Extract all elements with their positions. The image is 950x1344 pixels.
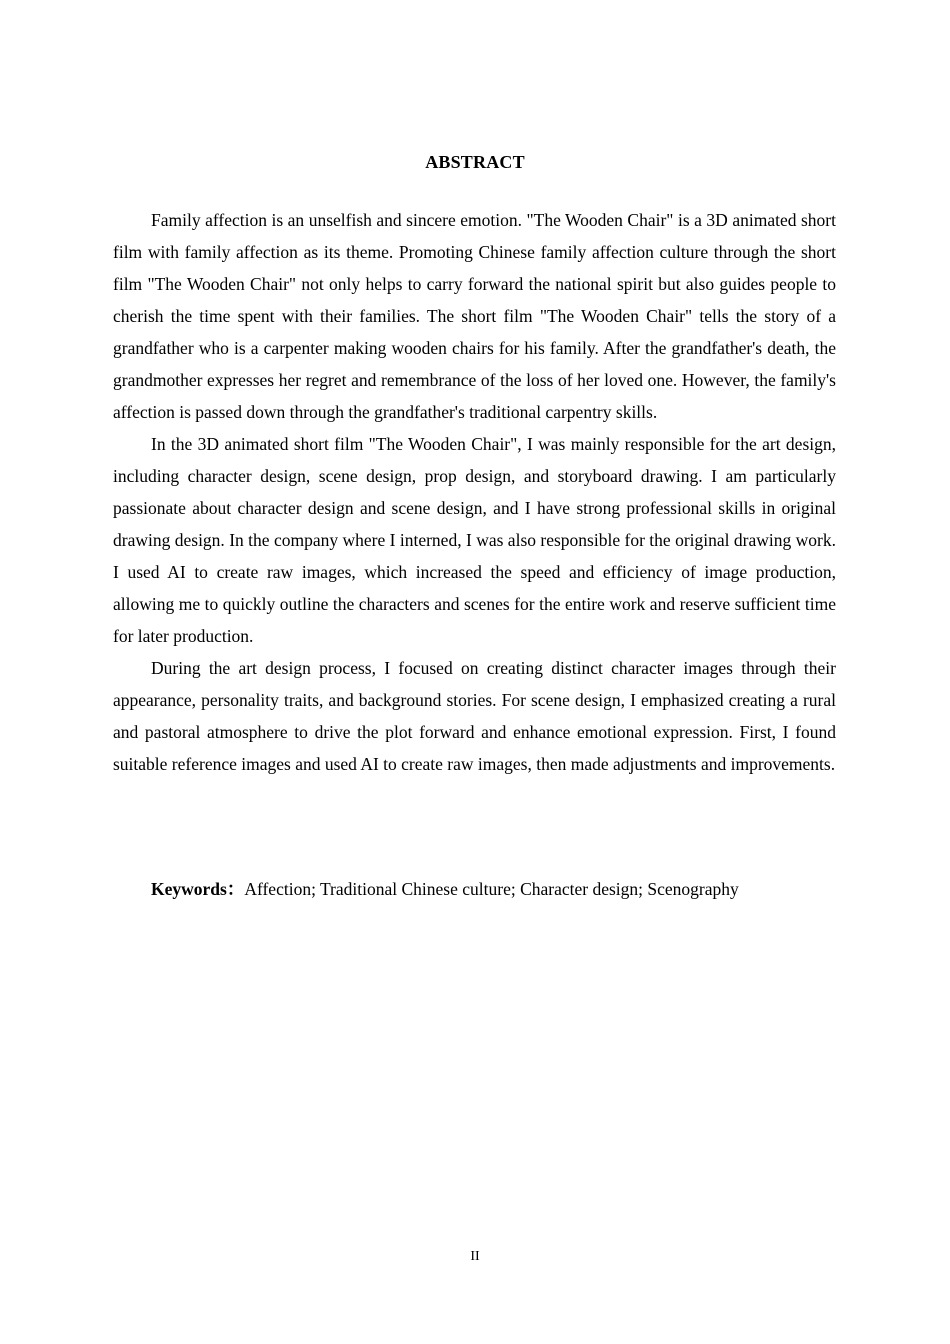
keywords-label: Keywords： bbox=[151, 879, 245, 899]
abstract-paragraph-1: Family affection is an unselfish and sincere emotion. "The Wooden Chair" is a 3D animated short film with family affection as its theme. Promoting Chinese family affection culture through the short film "The Wooden Chair" not only helps to carry forward the national spirit but also guides people to cherish the time spent with their families. The short film "The Wooden Chair" tells the story of a grandfather who is a carpenter making wooden chairs for his family. After the grandfather's death, the grandmother expresses her regret and remembrance of the loss of her loved one. However, the family's affection is passed down through the grandfather's traditional carpentry skills. bbox=[113, 210, 836, 422]
abstract-paragraph-2: In the 3D animated short film "The Wooden Chair", I was mainly responsible for the art design, including character design, scene design, prop design, and storyboard drawing. I am particularly passionate about character design and scene design, and I have strong professional skills in original drawing design. In the company where I interned, I was also responsible for the original drawing work. I used AI to create raw images, which increased the speed and efficiency of image production, allowing me to quickly outline the characters and scenes for the entire work and reserve sufficient time for later production. bbox=[113, 434, 836, 646]
abstract-title: ABSTRACT bbox=[425, 152, 525, 172]
keywords-line bbox=[151, 875, 851, 903]
abstract-body bbox=[113, 204, 836, 780]
abstract-paragraph-3: During the art design process, I focused on creating distinct character images through their appearance, personality traits, and background stories. For scene design, I emphasized creating a rural and pastoral atmosphere to drive the plot forward and enhance emotional expression. First, I found suitable reference images and used AI to create raw images, then made adjustments and improvements. bbox=[113, 658, 836, 774]
page-number: II bbox=[470, 1249, 480, 1264]
keywords-text: Affection; Traditional Chinese culture; Character design; Scenography bbox=[244, 879, 739, 899]
